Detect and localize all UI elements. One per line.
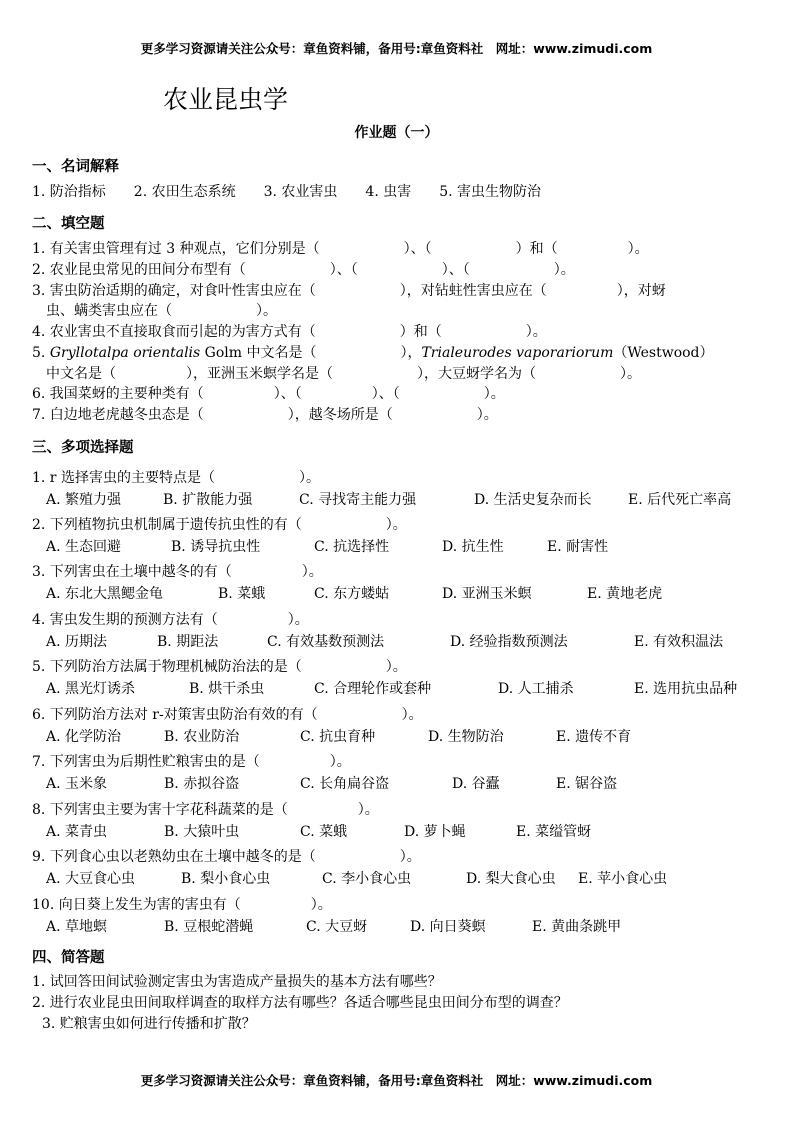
mcq-option: B. 梨小食心虫 <box>181 871 271 887</box>
mcq-option: C. 有效基数预测法 <box>267 634 385 650</box>
mcq-option: B. 烘干杀虫 <box>189 681 265 697</box>
mcq-option: C. 合理轮作或套种 <box>314 681 432 697</box>
mcq-option: B. 诱导抗虫性 <box>171 539 261 555</box>
fill-question-3-cont: 虫、螨类害虫应在（ ）。 <box>32 303 277 319</box>
footer-banner: 更多学习资源请关注公众号：章鱼资料铺，备用号:章鱼资料社 网址：www.zimudi.com <box>140 1073 653 1088</box>
fill-question-5-cont: 中文名是（ ），亚洲玉米螟学名是（ ），大豆蚜学名为（ ）。 <box>32 366 641 382</box>
fill-question-6: 6. 我国菜蚜的主要种类有（ ）、（ ）、（ ）。 <box>32 386 505 402</box>
mcq-option: D. 抗生性 <box>442 539 504 555</box>
mcq-option: C. 东方蝼蛄 <box>314 586 390 602</box>
mcq-option: E. 遗传不育 <box>556 729 632 745</box>
mcq-option: B. 豆根蛇潜蝇 <box>164 919 254 935</box>
short-question-3: 3. 贮粮害虫如何进行传播和扩散？ <box>42 1016 256 1032</box>
mcq-option: C. 李小食心虫 <box>322 871 412 887</box>
header-banner: 更多学习资源请关注公众号：章鱼资料铺，备用号:章鱼资料社 网址：www.zimudi.com <box>140 41 653 56</box>
mcq-option: D. 生活史复杂而长 <box>474 492 592 508</box>
mcq-question-6: 6. 下列防治方法对 r-对策害虫防治有效的有（ ）。 <box>32 707 423 723</box>
mcq-option: D. 经验指数预测法 <box>450 634 568 650</box>
mcq-option: E. 苹小食心虫 <box>578 871 668 887</box>
scientific-name-1: Gryllotalpa orientalis <box>49 345 201 361</box>
mcq-option: D. 人工捕杀 <box>498 681 574 697</box>
mcq-option: C. 长角扁谷盗 <box>300 776 390 792</box>
document-subtitle: 作业题（一） <box>354 125 439 141</box>
document-title: 农业昆虫学 <box>163 85 289 114</box>
mcq-option: A. 草地螟 <box>46 919 108 935</box>
mcq-option: B. 大猿叶虫 <box>164 824 240 840</box>
section-heading-2: 二、填空题 <box>32 216 105 232</box>
mcq-question-1: 1. r 选择害虫的主要特点是（ ）。 <box>32 470 320 486</box>
mcq-option: A. 生态回避 <box>46 539 122 555</box>
mcq-option: E. 黄曲条跳甲 <box>532 919 622 935</box>
mcq-question-7: 7. 下列害虫为后期性贮粮害虫的是（ ）。 <box>32 754 351 770</box>
mcq-option: A. 玉米象 <box>46 776 108 792</box>
mcq-option: B. 期距法 <box>157 634 219 650</box>
mcq-option: C. 抗虫育种 <box>300 729 376 745</box>
mcq-option: C. 寻找寄主能力强 <box>299 492 417 508</box>
mcq-question-3: 3. 下列害虫在土壤中越冬的有（ ）。 <box>32 564 323 580</box>
mcq-option: C. 抗选择性 <box>314 539 390 555</box>
mcq-question-8: 8. 下列害虫主要为害十字花科蔬菜的是（ ）。 <box>32 802 379 818</box>
mcq-option: E. 菜缢管蚜 <box>516 824 592 840</box>
mcq-option: D. 梨大食心虫 <box>466 871 556 887</box>
mcq-question-9: 9. 下列食心虫以老熟幼虫在土壤中越冬的是（ ）。 <box>32 849 421 865</box>
mcq-option: D. 萝卜蝇 <box>404 824 466 840</box>
mcq-option: A. 化学防治 <box>46 729 122 745</box>
mcq-option: B. 赤拟谷盗 <box>164 776 240 792</box>
mcq-option: A. 大豆食心虫 <box>46 871 136 887</box>
mcq-option: A. 黑光灯诱杀 <box>46 681 136 697</box>
mcq-option: A. 东北大黑鳃金龟 <box>46 586 164 602</box>
mcq-option: E. 选用抗虫品种 <box>634 681 738 697</box>
mcq-option: D. 向日葵螟 <box>410 919 486 935</box>
mcq-option: E. 后代死亡率高 <box>628 492 732 508</box>
fill-question-7: 7. 白边地老虎越冬虫态是（ ），越冬场所是（ ）。 <box>32 407 498 423</box>
fill-question-2: 2. 农业昆虫常见的田间分布型有（ ）、（ ）、（ ）。 <box>32 262 575 278</box>
mcq-option: D. 亚洲玉米螟 <box>442 586 532 602</box>
fill-question-5: 5. Gryllotalpa orientalis Golm 中文名是（ ），Trialeurodes vaporariorum（Westwood） <box>32 345 714 361</box>
mcq-option: A. 繁殖力强 <box>46 492 122 508</box>
mcq-option: E. 锯谷盗 <box>556 776 618 792</box>
mcq-question-2: 2. 下列植物抗虫机制属于遗传抗虫性的有（ ）。 <box>32 517 407 533</box>
mcq-option: D. 生物防治 <box>428 729 504 745</box>
mcq-option: C. 菜蛾 <box>300 824 348 840</box>
term-list: 1. 防治指标 2. 农田生态系统 3. 农业害虫 4. 虫害 5. 害虫生物防治 <box>32 184 542 200</box>
scientific-name-2: Trialeurodes vaporariorum <box>421 345 614 361</box>
mcq-option: D. 谷蠹 <box>452 776 500 792</box>
section-heading-3: 三、多项选择题 <box>32 440 134 456</box>
mcq-option: C. 大豆蚜 <box>306 919 368 935</box>
fill-question-4: 4. 农业害虫不直接取食而引起的为害方式有（ ）和（ ）。 <box>32 324 547 340</box>
mcq-question-5: 5. 下列防治方法属于物理机械防治法的是（ ）。 <box>32 659 407 675</box>
mcq-question-4: 4. 害虫发生期的预测方法有（ ）。 <box>32 612 309 628</box>
mcq-option: B. 扩散能力强 <box>163 492 253 508</box>
mcq-option: A. 菜青虫 <box>46 824 108 840</box>
mcq-option: A. 历期法 <box>46 634 108 650</box>
section-heading-4: 四、简答题 <box>32 950 105 966</box>
short-question-1: 1. 试回答田间试验测定害虫为害造成产量损失的基本方法有哪些？ <box>32 974 442 990</box>
mcq-option: B. 菜蛾 <box>218 586 266 602</box>
fill-question-1: 1. 有关害虫管理有过 3 种观点，它们分别是（ ）、（ ）和（ ）。 <box>32 241 649 257</box>
mcq-option: E. 黄地老虎 <box>587 586 663 602</box>
mcq-option: E. 耐害性 <box>547 539 609 555</box>
fill-question-3: 3. 害虫防治适期的确定，对食叶性害虫应在（ ），对钻蛀性害虫应在（ ），对蚜 <box>32 283 666 299</box>
mcq-option: B. 农业防治 <box>164 729 240 745</box>
mcq-option: E. 有效积温法 <box>634 634 724 650</box>
mcq-question-10: 10. 向日葵上发生为害的害虫有（ ）。 <box>32 897 332 913</box>
short-question-2: 2. 进行农业昆虫田间取样调查的取样方法有哪些？各适合哪些昆虫田间分布型的调查？ <box>32 995 568 1011</box>
section-heading-1: 一、名词解释 <box>32 159 119 175</box>
